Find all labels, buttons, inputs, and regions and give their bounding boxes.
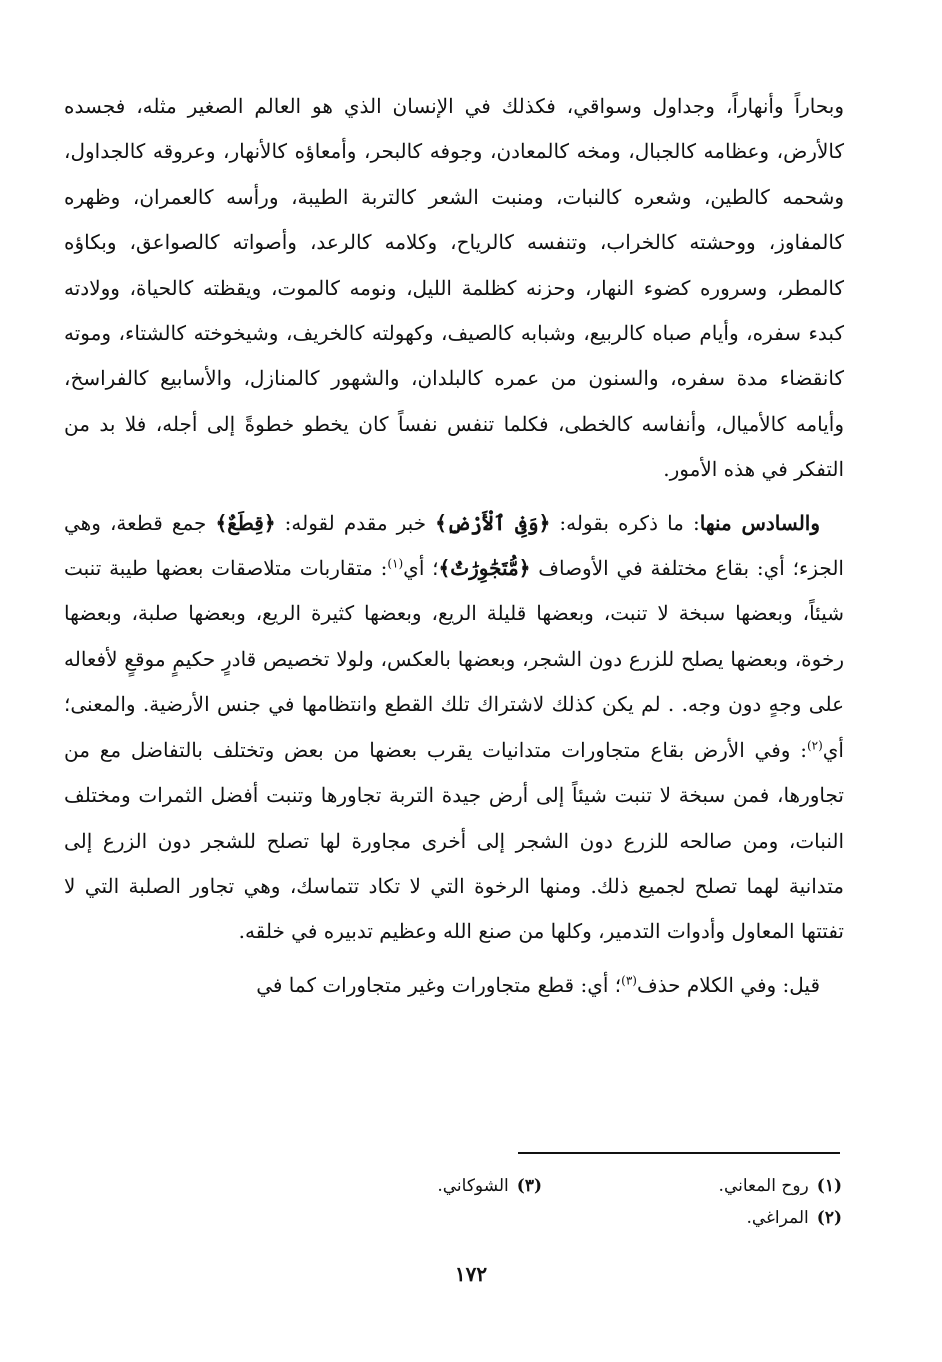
- footnote-3-text: الشوكاني.: [437, 1176, 509, 1196]
- footnote-row-2: [150, 1202, 842, 1234]
- paragraph-2-text-2: خبر مقدم لقوله:: [275, 510, 436, 535]
- footnote-ref-2[interactable]: (٢): [806, 738, 823, 753]
- paragraph-1-text: وبحاراً وأنهاراً، وجداول وسواقي، فكذلك في الإنسان الذي هو العالم الصغير مثله، فجسده كالأرض، وعظامه كالجبال، ومخه كالمعادن، وجوفه كالبحر، وأمعاؤه كالأنهار، وعروقه كالجداول، وشحمه كالطين، وشعره كالنبات، ومنبت الشعر كالتربة الطيبة، ورأسه كالعمران، وظهره كالمفاوز، ووحشته كالخراب، وتنفسه كالرياح، وكلامه كالرعد، وأصواته كالصواعق، وبكاؤه كالمطر، وسروره كضوء النهار، وحزنه كظلمة الليل، ونومه كالموت، ويقظته كالحياة، وولادته كبدء سفره، وأيام صباه كالربيع، وشبابه كالصيف، وكهولته كالخريف، وشيخوخته كالشتاء، وموته كانقضاء مدة سفره، والسنون من عمره كالبلدان، والشهور كالمنازل، والأسابيع كالفراسخ، وأيامه كالأميال، وأنفاسه كالخطى، فكلما تنفس نفساً كان يخطو خطوةً إلى أجله، فلا بد من التفكر في هذه الأمور.: [64, 94, 844, 482]
- paragraph-3: [64, 963, 844, 1008]
- quran-quote-2: ﴿قِطَعٌ﴾: [215, 510, 276, 535]
- paragraph-2-text-3: جمع قطعة، وهي الجزء؛ أي: بقاع مختلفة في الأوصاف: [64, 510, 844, 581]
- section-heading: والسادس منها: [699, 510, 821, 535]
- footnote-separator: [518, 1152, 840, 1154]
- page-number: ١٧٢: [454, 1262, 488, 1286]
- quran-quote-1: ﴿وَفِى ٱلْأَرْضِ﴾: [435, 510, 551, 535]
- paragraph-3-text-1: قيل: وفي الكلام حذف: [636, 972, 820, 997]
- paragraph-2-text-1: : ما ذكره بقوله:: [550, 510, 700, 535]
- footnote-2-number: (٢): [816, 1208, 842, 1228]
- footnotes: [150, 1170, 842, 1234]
- footnote-ref-1[interactable]: (١): [387, 556, 404, 571]
- paragraph-2-text-4: ؛ أي: [403, 556, 439, 581]
- paragraph-3-text-2: ؛ أي: قطع متجاورات وغير متجاورات كما في: [256, 972, 622, 997]
- main-text: [64, 84, 844, 1008]
- paragraph-2-text-6: : وفي الأرض بقاع متجاورات متدانيات يقرب بعضها من بعض وتختلف بالتفاضل مع من تجاورها، فمن سبخة لا تنبت شيئاً إلى أرض جيدة التربة تجاورها وتنبت أفضل الثمرات ومختلف النبات، ومن صالحه للزرع دون الشجر إلى أخرى مجاورة لها تصلح للشجر دون الزرع إلى متدانية لهما تصلح لجميع ذلك. ومنها الرخوة التي لا تكاد تتماسك، وهي تجاور الصلبة التي لا تفتتها المعاول وأدوات التدمير، وكلها من صنع الله وعظيم تدبيره في خلقه.: [64, 737, 844, 944]
- footnote-1-text: روح المعاني.: [718, 1176, 809, 1196]
- quran-quote-3: ﴿مُّتَجَٰوِرَٰتٌ﴾: [438, 556, 531, 581]
- footnote-1-number: (١): [816, 1176, 842, 1196]
- footnote-2-text: المراغي.: [746, 1208, 809, 1228]
- paragraph-1: [64, 84, 844, 493]
- paragraph-2-text-5: : متقاربات متلاصقات بعضها طيبة تنبت شيئاً، وبعضها سبخة لا تنبت، وبعضها قليلة الريع، وبعضها كثيرة الريع، وبعضها صلبة، وبعضها رخوة، وبعضها يصلح للزرع دون الشجر، وبعضها بالعكس، ولولا تخصيص قادرٍ حكيمٍ موقعٍ لأفعاله على وجهٍ دون وجه. . لم يكن كذلك لاشتراك تلك القطع وانتظامها في جنس الأرضية. والمعنى؛ أي: [64, 556, 844, 762]
- footnote-3-number: (٣): [516, 1176, 542, 1196]
- footnote-row-1: [150, 1170, 842, 1202]
- footnote-ref-3[interactable]: (٣): [621, 973, 637, 988]
- paragraph-2: [64, 501, 844, 955]
- footnote-2: [542, 1202, 842, 1234]
- footnote-1: [542, 1170, 842, 1202]
- footnote-3: [437, 1170, 542, 1202]
